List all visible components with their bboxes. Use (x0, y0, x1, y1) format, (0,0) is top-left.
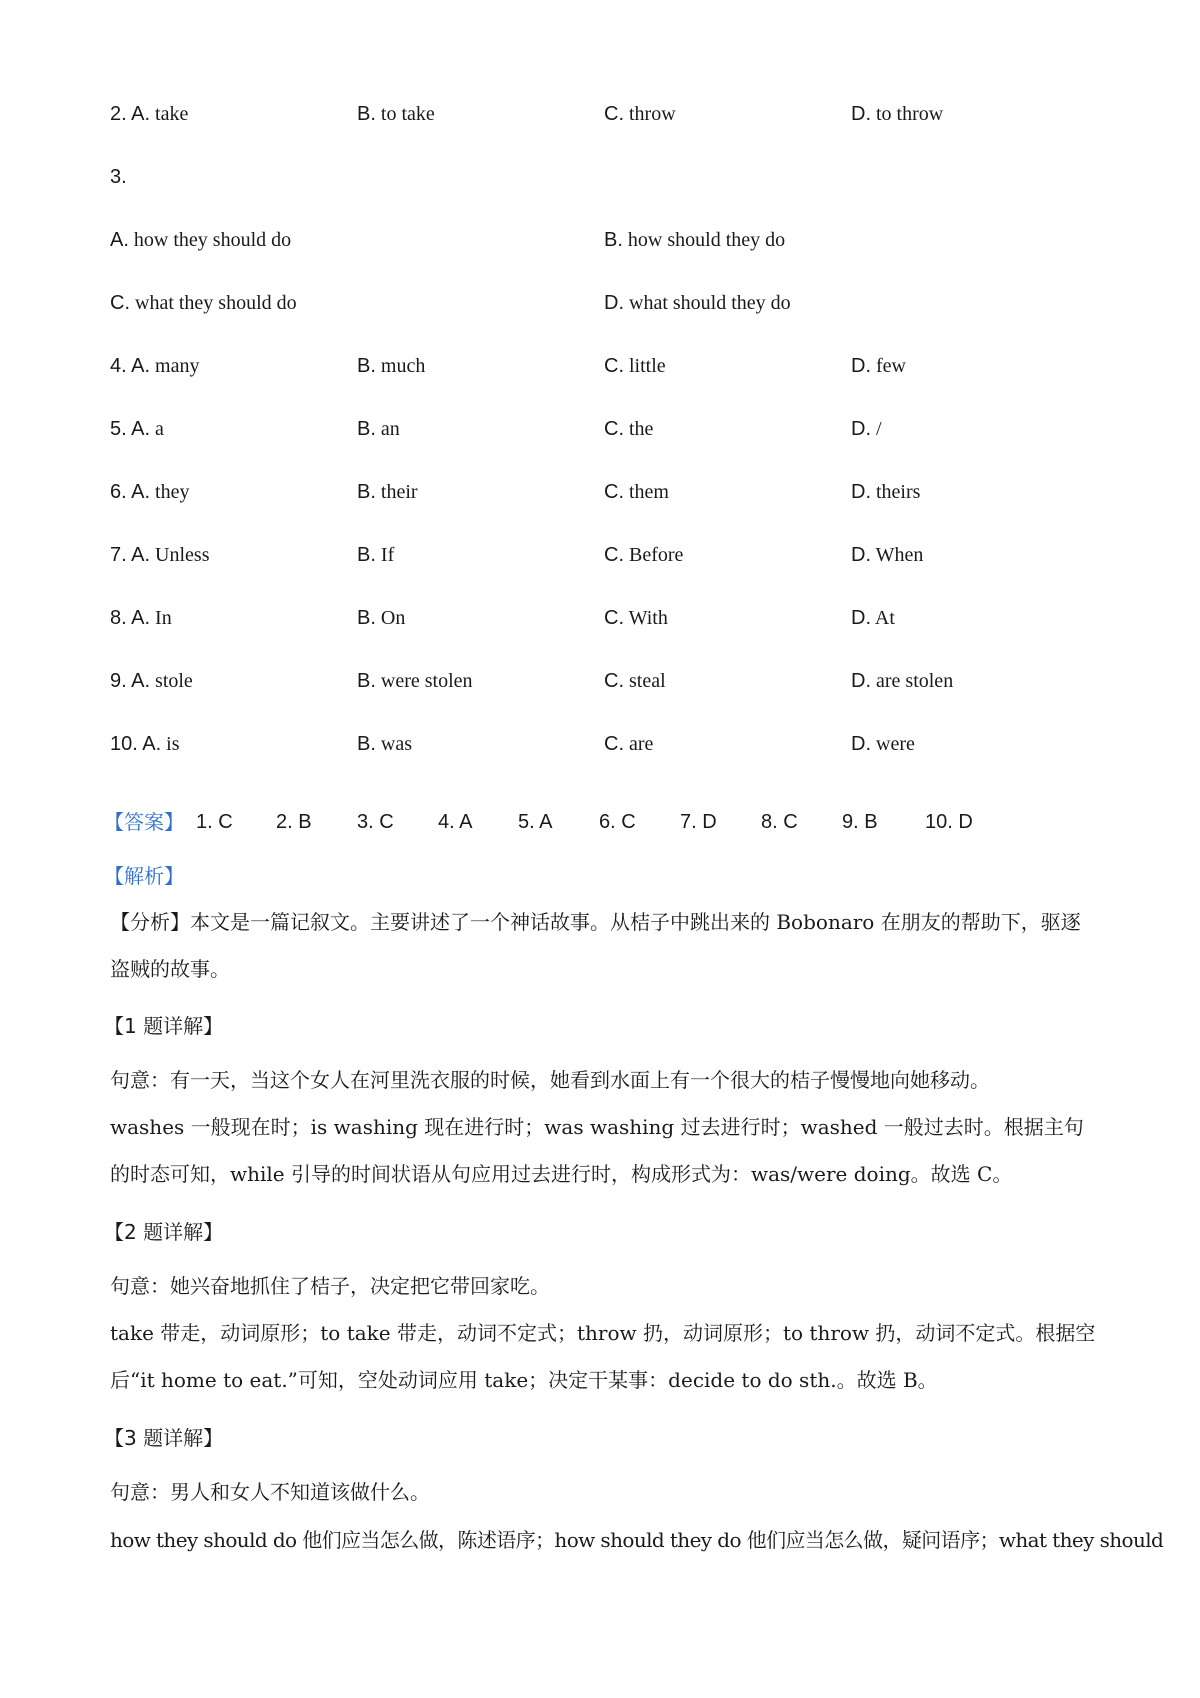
answer-item: 1. C (196, 811, 233, 833)
option-b: B. If (357, 544, 395, 566)
answer-item: 3. C (357, 811, 394, 833)
option-a: 8. A. In (110, 607, 172, 629)
sentence-meaning: 句意：有一天，当这个女人在河里洗衣服的时候，她看到水面上有一个很大的桔子慢慢地向她移动。 (110, 1068, 990, 1092)
option-b: B. were stolen (357, 670, 473, 692)
question-row (110, 224, 1100, 256)
option-b: B. an (357, 418, 400, 440)
option-a: 9. A. stole (110, 670, 193, 692)
option-d: D. / (851, 418, 882, 440)
answer-item: 7. D (680, 811, 717, 833)
section-heading: 【3 题详解】 (104, 1426, 224, 1450)
explanation-text: washes 一般现在时；is washing 现在进行时；was washing 过去进行时；washed 一般过去时。根据主句的时态可知，while 引导的时间状语从句应用过去进行时，构成形式为：was/were doing。故选 C。 (110, 1115, 1084, 1186)
option-c: C. little (604, 355, 666, 377)
question-row (110, 476, 1100, 508)
sentence-meaning: 句意：男人和女人不知道该做什么。 (110, 1480, 430, 1504)
option-a: 10. A. is (110, 733, 180, 755)
answer-item: 6. C (599, 811, 636, 833)
option-a: 4. A. many (110, 355, 200, 377)
option-a: 5. A. a (110, 418, 164, 440)
option-b: B. their (357, 481, 418, 503)
analysis-summary: 【分析】本文是一篇记叙文。主要讲述了一个神话故事。从桔子中跳出来的 Bobonaro 在朋友的帮助下，驱逐盗贼的故事。 (110, 910, 1081, 981)
option-a: 2. A. take (110, 103, 189, 125)
question-row (110, 665, 1100, 697)
option-d: D. what should they do (604, 292, 791, 314)
option-d: D. to throw (851, 103, 944, 125)
option-c: C. throw (604, 103, 676, 125)
option-d: D. few (851, 355, 906, 377)
answer-item: 2. B (276, 811, 312, 833)
option-c: C. the (604, 418, 654, 440)
answer-item: 9. B (842, 811, 878, 833)
document-page (104, 0, 1164, 1698)
option-a: A. how they should do (110, 229, 292, 251)
answer-item: 5. A (518, 811, 553, 833)
question-number: 3. (110, 166, 127, 188)
option-c: C. are (604, 733, 654, 755)
option-b: B. was (357, 733, 413, 755)
answer-item: 8. C (761, 811, 798, 833)
question-row (110, 98, 1100, 130)
sentence-meaning: 句意：她兴奋地抓住了桔子，决定把它带回家吃。 (110, 1274, 550, 1298)
explanation-text: take 带走，动词原形；to take 带走，动词不定式；throw 扔，动词原形；to throw 扔，动词不定式。根据空后“it home to eat.”可知，空处动词应用 take；决定干某事：decide to do sth.。故选 B。 (110, 1321, 1096, 1392)
question-row (110, 728, 1100, 760)
option-d: D. When (851, 544, 924, 566)
question-row (110, 602, 1100, 634)
answer-item: 10. D (925, 811, 973, 833)
option-b: B. much (357, 355, 426, 377)
option-b: B. On (357, 607, 406, 629)
section-heading: 【2 题详解】 (104, 1220, 224, 1244)
question-row (110, 413, 1100, 445)
section-heading: 【1 题详解】 (104, 1014, 224, 1038)
option-d: D. At (851, 607, 895, 629)
option-b: B. to take (357, 103, 435, 125)
question-row (110, 287, 1100, 319)
option-d: D. were (851, 733, 915, 755)
option-d: D. theirs (851, 481, 921, 503)
question-row (110, 539, 1100, 571)
option-a: 6. A. they (110, 481, 190, 503)
analysis-label: 【解析】 (104, 864, 184, 888)
option-b: B. how should they do (604, 229, 786, 251)
option-a: 7. A. Unless (110, 544, 210, 566)
explanation-text: how they should do 他们应当怎么做，陈述语序；how should they do 他们应当怎么做，疑问语序；what they should (110, 1528, 1164, 1552)
option-c: C. Before (604, 544, 684, 566)
option-d: D. are stolen (851, 670, 954, 692)
option-c: C. With (604, 607, 668, 629)
answer-label: 【答案】 (104, 810, 184, 834)
question-row (110, 350, 1100, 382)
option-c: C. steal (604, 670, 666, 692)
option-c: C. what they should do (110, 292, 297, 314)
answer-item: 4. A (438, 811, 473, 833)
option-c: C. them (604, 481, 669, 503)
